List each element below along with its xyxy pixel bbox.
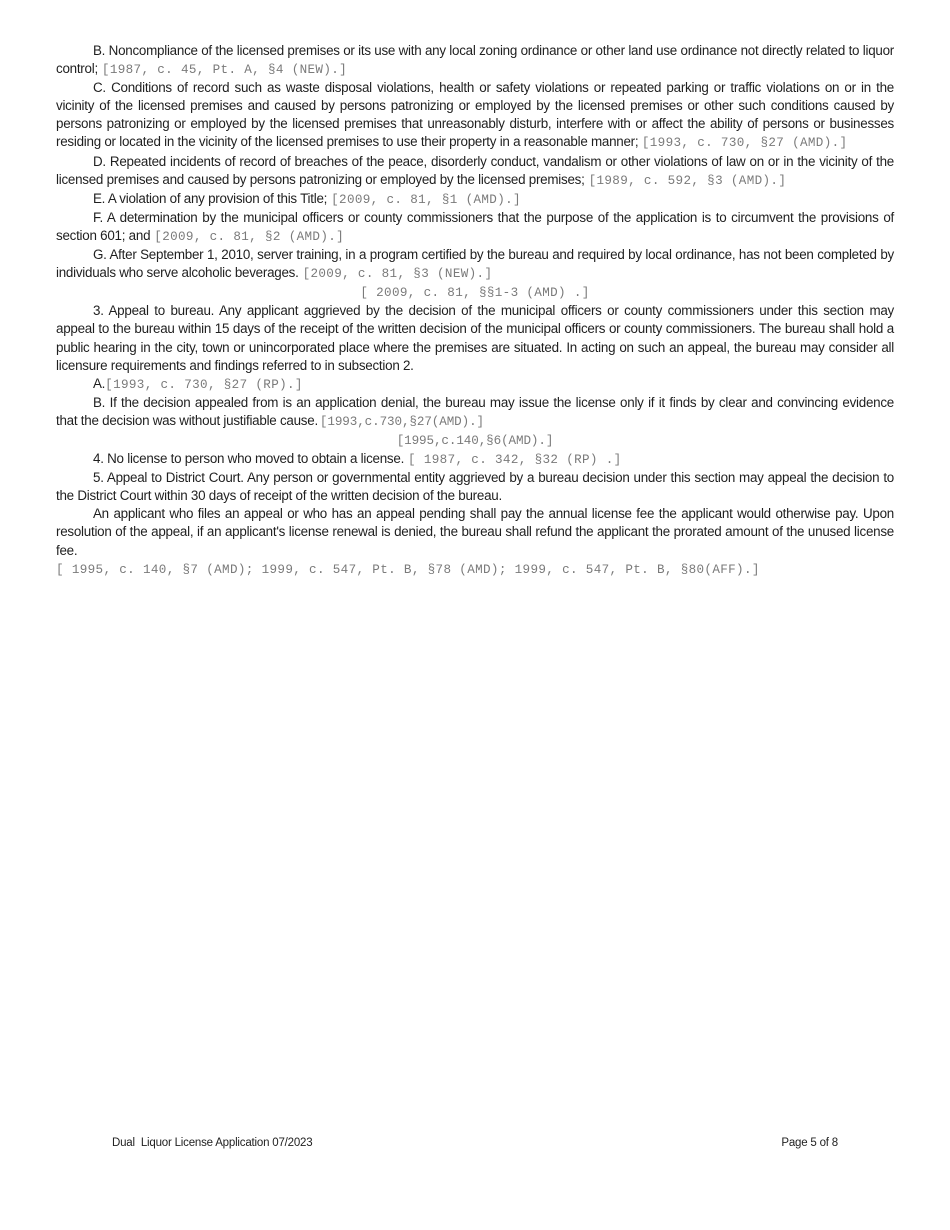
clause-e: [56, 190, 894, 209]
clause-f-ref: [2009, c. 81, §2 (AMD).]: [154, 229, 345, 244]
section-4-ref: [ 1987, c. 342, §32 (RP) .]: [408, 453, 622, 468]
section-3-appeal-to-bureau: [56, 302, 894, 374]
clause-f: [56, 209, 894, 246]
section-3-clause-a: [56, 375, 894, 394]
clause-d-text: D. Repeated incidents of record of breaches of the peace, disorderly conduct, vandalism or other violations of law on or in the vicinity of the licensed premises and caused by persons patronizing or employed by the licensed premises;: [56, 153, 894, 187]
section-3-clause-b: [56, 394, 894, 431]
section-3-text: 3. Appeal to bureau. Any applicant aggrieved by the decision of the municipal officers or county commissioners under this section may appeal to the bureau within 15 days of the receipt of the written decision of the municipal officers or county commissioners. The bureau shall hold a public hearing in the city, town or unincorporated place where the premises are situated. In acting on such an appeal, the bureau may consider all licensure requirements and findings referred to in subsection 2.: [56, 303, 894, 373]
clause-e-ref: [2009, c. 81, §1 (AMD).]: [331, 192, 521, 207]
clause-d-ref: [1989, c. 592, §3 (AMD).]: [588, 173, 787, 188]
section-5-text: 5. Appeal to District Court. Any person or governmental entity aggrieved by a bureau decision under this section may appeal the decision to the District Court within 30 days of receipt of the written decision of the bureau.: [56, 470, 894, 504]
section-4-no-license: [56, 450, 894, 469]
clause-d: [56, 153, 894, 190]
clause-c-ref: [1993, c. 730, §27 (AMD).]: [641, 136, 848, 151]
section-3-b-ref: [1993,c.730,§27(AMD).]: [319, 414, 484, 429]
final-ref: [ 1995, c. 140, §7 (AMD); 1999, c. 547, Pt. B, §78 (AMD); 1999, c. 547, Pt. B, §80(AFF).]: [56, 562, 760, 577]
clause-c: [56, 79, 894, 152]
section-3-ref-line: [56, 431, 894, 450]
subsection-2-ref: [ 2009, c. 81, §§1-3 (AMD) .]: [360, 286, 590, 301]
clause-g-ref: [2009, c. 81, §3 (NEW).]: [302, 267, 493, 282]
section-3-b-text: B. If the decision appealed from is an application denial, the bureau may issue the license only if it finds by clear and convincing evidence that the decision was without justifiable cause.: [56, 394, 894, 428]
clause-g: [56, 246, 894, 283]
clause-f-text: F. A determination by the municipal officers or county commissioners that the purpose of the application is to circumvent the provisions of section 601; and: [56, 209, 894, 243]
section-5-fee-paragraph: [56, 505, 894, 559]
footer-page-number: Page 5 of 8: [781, 1137, 838, 1149]
section-3-a-label: A.: [93, 375, 106, 391]
subsection-2-ref-line: [56, 283, 894, 302]
clause-b: [56, 42, 894, 79]
clause-c-text: C. Conditions of record such as waste disposal violations, health or safety violations or repeated parking or traffic violations on or in the vicinity of the licensed premises and caused by persons patronizing or employed by the licensed premises or other such conditions caused by persons patronizing or employed by the licensed premises that unreasonably disturb, interfere with or affect the ability of persons or businesses residing or located in the vicinity of the licensed premises to use their property in a reasonable manner;: [56, 80, 894, 150]
final-ref-line: [56, 560, 894, 579]
section-3-ref: [1995,c.140,§6(AMD).]: [396, 433, 554, 448]
footer-form-name: Dual Liquor License Application 07/2023: [112, 1137, 313, 1149]
clause-b-text: B. Noncompliance of the licensed premises or its use with any local zoning ordinance or other land use ordinance not directly related to liquor control;: [56, 43, 894, 77]
section-5-fee-text: An applicant who files an appeal or who has an appeal pending shall pay the annual license fee the applicant would otherwise pay. Upon resolution of the appeal, if an applicant's license renewal is denied, the bureau shall refund the applicant the prorated amount of the unused license fee.: [56, 506, 894, 558]
section-3-a-ref: [1993, c. 730, §27 (RP).]: [105, 377, 303, 392]
section-4-text: 4. No license to person who moved to obtain a license.: [93, 451, 405, 467]
document-body: [56, 42, 894, 579]
clause-g-text: G. After September 1, 2010, server training, in a program certified by the bureau and required by local ordinance, has not been completed by individuals who serve alcoholic beverages.: [56, 247, 894, 281]
clause-b-ref: [1987, c. 45, Pt. A, §4 (NEW).]: [101, 63, 348, 78]
section-5-appeal-to-district-court: [56, 469, 894, 505]
clause-e-text: E. A violation of any provision of this Title;: [93, 190, 328, 206]
